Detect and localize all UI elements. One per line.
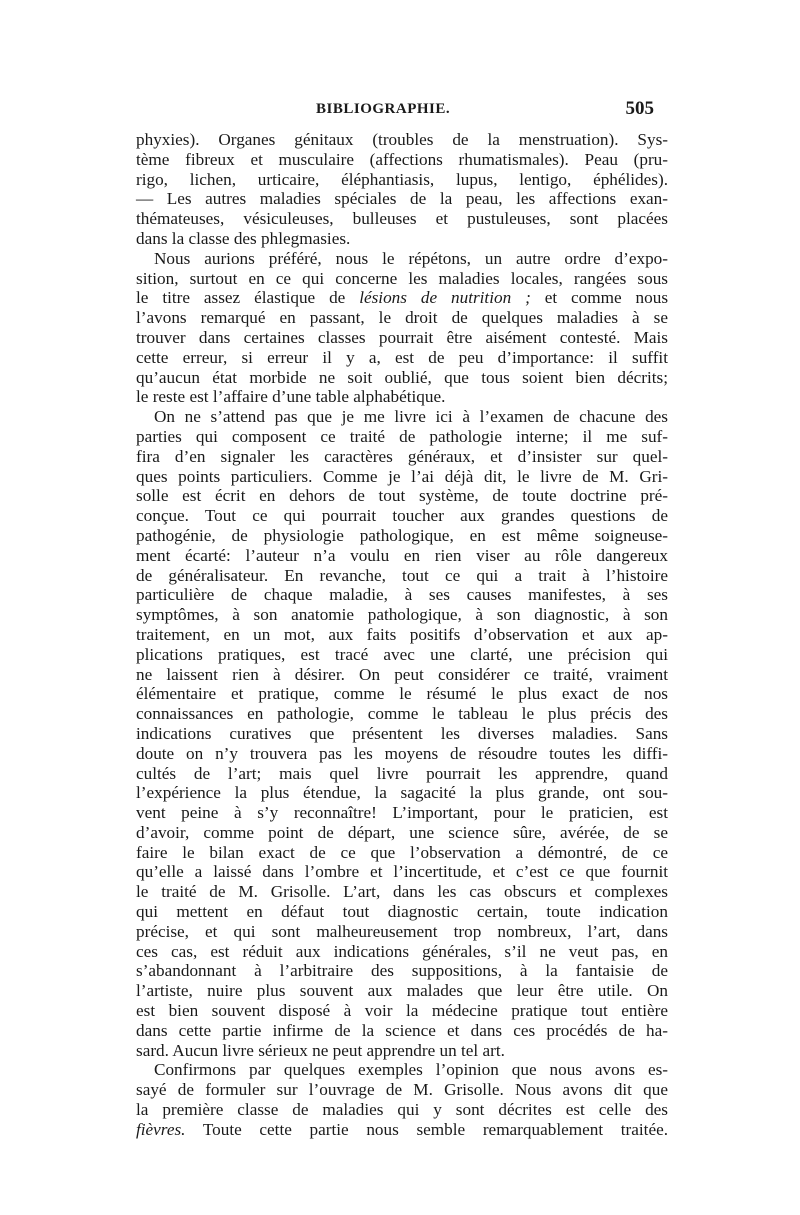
text-line: qu’elle a laissé dans l’ombre et l’incertitude, et c’est ce que fournit [136, 862, 668, 882]
text-span: et comme nous [530, 288, 669, 308]
text-line: parties qui composent ce traité de pathologie interne; il me suf- [136, 426, 668, 446]
text-line: — Les autres maladies spéciales de la peau, les affections exan- [136, 189, 668, 209]
text-line: particulière de chaque maladie, à ses causes manifestes, à ses [136, 585, 668, 605]
text-line: l’artiste, nuire plus souvent aux malades que leur être utile. On [136, 981, 668, 1001]
text-line: le traité de M. Grisolle. L’art, dans les cas obscurs et complexes [136, 882, 668, 902]
text-line: élémentaire et pratique, comme le résumé le plus exact de nos [136, 684, 668, 704]
text-line: dans cette partie infirme de la science et dans ces procédés de ha- [136, 1020, 668, 1040]
text-line: ces cas, est réduit aux indications générales, s’il ne veut pas, en [136, 941, 668, 961]
text-line: cultés de l’art; mais quel livre pourrait les apprendre, quand [136, 763, 668, 783]
text-line: sayé de formuler sur l’ouvrage de M. Grisolle. Nous avons dit que [136, 1080, 668, 1100]
text-line: la première classe de maladies qui y sont décrites est celle des [136, 1100, 668, 1120]
text-span: Toute cette partie nous semble remarquablement traitée. [185, 1119, 668, 1139]
text-line: qui mettent en défaut tout diagnostic certain, toute indication [136, 902, 668, 922]
text-line: indications curatives que présentent les diverses maladies. Sans [136, 723, 668, 743]
text-line: cette erreur, si erreur il y a, est de peu d’importance: il suffit [136, 347, 668, 367]
text-line: doute on n’y trouvera pas les moyens de résoudre toutes les diffi- [136, 743, 668, 763]
text-line: ment écarté: l’auteur n’a voulu en rien viser au rôle dangereux [136, 545, 668, 565]
text-line: Nous aurions préféré, nous le répétons, un autre ordre d’expo- [154, 248, 668, 268]
text-line: dans la classe des phlegmasies. [136, 228, 351, 248]
running-head [136, 98, 654, 122]
text-span: le titre assez élastique de [136, 288, 360, 308]
text-line: fira d’en signaler les caractères généraux, et d’insister sur quel- [136, 446, 668, 466]
page-number: 505 [625, 98, 654, 119]
text-line [136, 288, 668, 308]
text-line: sition, surtout en ce qui concerne les maladies locales, rangées sous [136, 268, 668, 288]
text-line: ques points particuliers. Comme je l’ai déjà dit, le livre de M. Gri- [136, 466, 668, 486]
text-line: conçue. Tout ce qui pourrait toucher aux grandes questions de [136, 506, 668, 526]
text-line: le reste est l’affaire d’une table alphabétique. [136, 387, 446, 407]
text-line: plications pratiques, est tracé avec une clarté, une précision qui [136, 644, 668, 664]
text-line: traitement, en un mot, aux faits positifs d’observation et aux ap- [136, 624, 668, 644]
text-line: pathogénie, de physiologie pathologique, en est même soigneuse- [136, 525, 668, 545]
text-line: sard. Aucun livre sérieux ne peut apprendre un tel art. [136, 1040, 505, 1060]
text-line: On ne s’attend pas que je me livre ici à l’examen de chacune des [154, 407, 668, 427]
text-line: ne laissent rien à désirer. On peut considérer ce traité, vraiment [136, 664, 668, 684]
text-line: est bien souvent disposé à voir la médecine pratique tout entière [136, 1001, 668, 1021]
text-line: thémateuses, vésiculeuses, bulleuses et pustuleuses, sont placées [136, 209, 668, 229]
text-line: faire le bilan exact de ce que l’observation a démontré, de ce [136, 842, 668, 862]
text-line: l’expérience la plus étendue, la sagacité la plus grande, ont sou- [136, 783, 668, 803]
running-title: BIBLIOGRAPHIE. [316, 101, 451, 117]
text-line: connaissances en pathologie, comme le tableau le plus précis des [136, 704, 668, 724]
text-line: précise, et qui sont malheureusement trop nombreux, l’art, dans [136, 921, 668, 941]
text-line: d’avoir, comme point de départ, une science sûre, avérée, de se [136, 822, 668, 842]
text-line: vent peine à s’y reconnaître! L’important, pour le praticien, est [136, 803, 668, 823]
text-line: de généralisateur. En revanche, tout ce qui a trait à l’histoire [136, 565, 668, 585]
text-line: phyxies). Organes génitaux (troubles de la menstruation). Sys- [136, 130, 668, 149]
text-line: rigo, lichen, urticaire, éléphantiasis, lupus, lentigo, éphélides). [136, 169, 668, 189]
text-line: s’abandonnant à l’arbitraire des suppositions, à la fantaisie de [136, 961, 668, 981]
italic-text: fièvres. [136, 1119, 186, 1139]
body-text [136, 130, 668, 1140]
text-line: tème fibreux et musculaire (affections rhumatismales). Peau (pru- [136, 149, 668, 169]
text-line [136, 1120, 668, 1140]
text-line: trouver dans certaines classes pourrait être aisément contesté. Mais [136, 327, 668, 347]
text-line: solle est écrit en dehors de tout système, de toute doctrine pré- [136, 486, 668, 506]
text-line: Confirmons par quelques exemples l’opinion que nous avons es- [154, 1060, 668, 1080]
text-line: symptômes, à son anatomie pathologique, à son diagnostic, à son [136, 605, 668, 625]
italic-text: lésions de nutrition ; [359, 288, 531, 308]
text-line: l’avons remarqué en passant, le droit de quelques maladies à se [136, 308, 668, 328]
text-line: qu’aucun état morbide ne soit oublié, que tous soient bien décrits; [136, 367, 668, 387]
